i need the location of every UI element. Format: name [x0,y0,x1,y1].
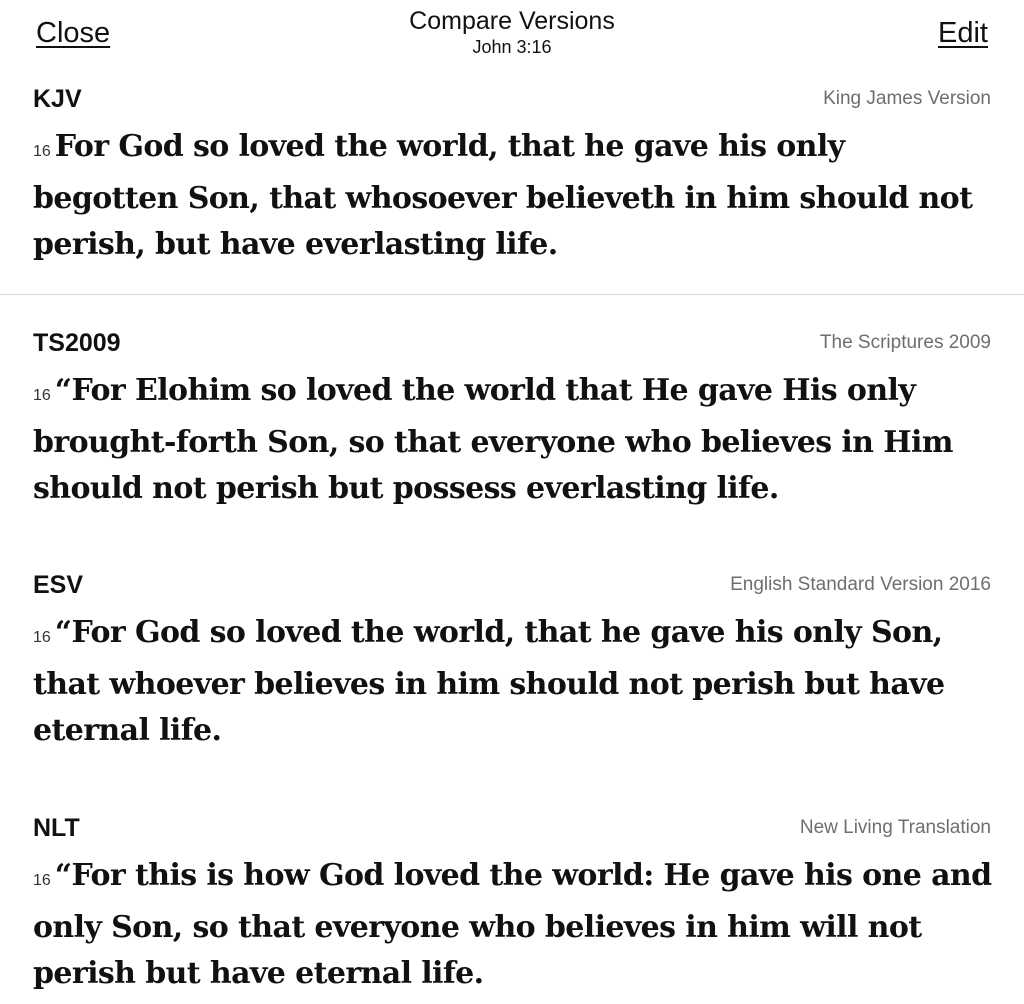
verse-content: “For Elohim so loved the world that He gave His only brought-forth Son, so that everyone who believes in Him should not perish but possess everlasting life. [33,373,953,506]
page-title: Compare Versions [409,7,615,35]
verse-text [33,610,993,755]
verse-text [33,124,993,269]
verse-number: 16 [33,387,51,404]
verse-number: 16 [33,872,51,889]
version-full-name: King James Version [823,88,991,109]
verse-content: For God so loved the world, that he gave his only begotten Son, that whosoever believeth in him should not perish, but have everlasting life. [33,129,973,262]
version-full-name: English Standard Version 2016 [730,574,991,595]
verse-text [33,368,993,513]
version-abbreviation: KJV [33,85,82,113]
verse-reference: John 3:16 [472,37,552,57]
version-abbreviation: NLT [33,814,80,842]
header-title-group [0,6,1024,58]
verse-content: “For God so loved the world, that he gave his only Son, that whoever believes in him should not perish but have eternal life. [33,615,945,748]
version-full-name: The Scriptures 2009 [819,332,991,353]
nav-header [0,0,1024,76]
edit-button[interactable]: Edit [938,17,988,49]
verse-number: 16 [33,143,51,160]
section-divider [0,294,1024,295]
version-full-name: New Living Translation [799,817,991,838]
close-button[interactable]: Close [36,17,111,49]
version-abbreviation: ESV [33,571,84,599]
verse-number: 16 [33,629,51,646]
verse-content: “For this is how God loved the world: He gave his one and only Son, so that everyone who believes in him will not perish but have eternal life. [33,858,992,991]
version-abbreviation: TS2009 [33,329,121,357]
verse-text [33,853,993,998]
